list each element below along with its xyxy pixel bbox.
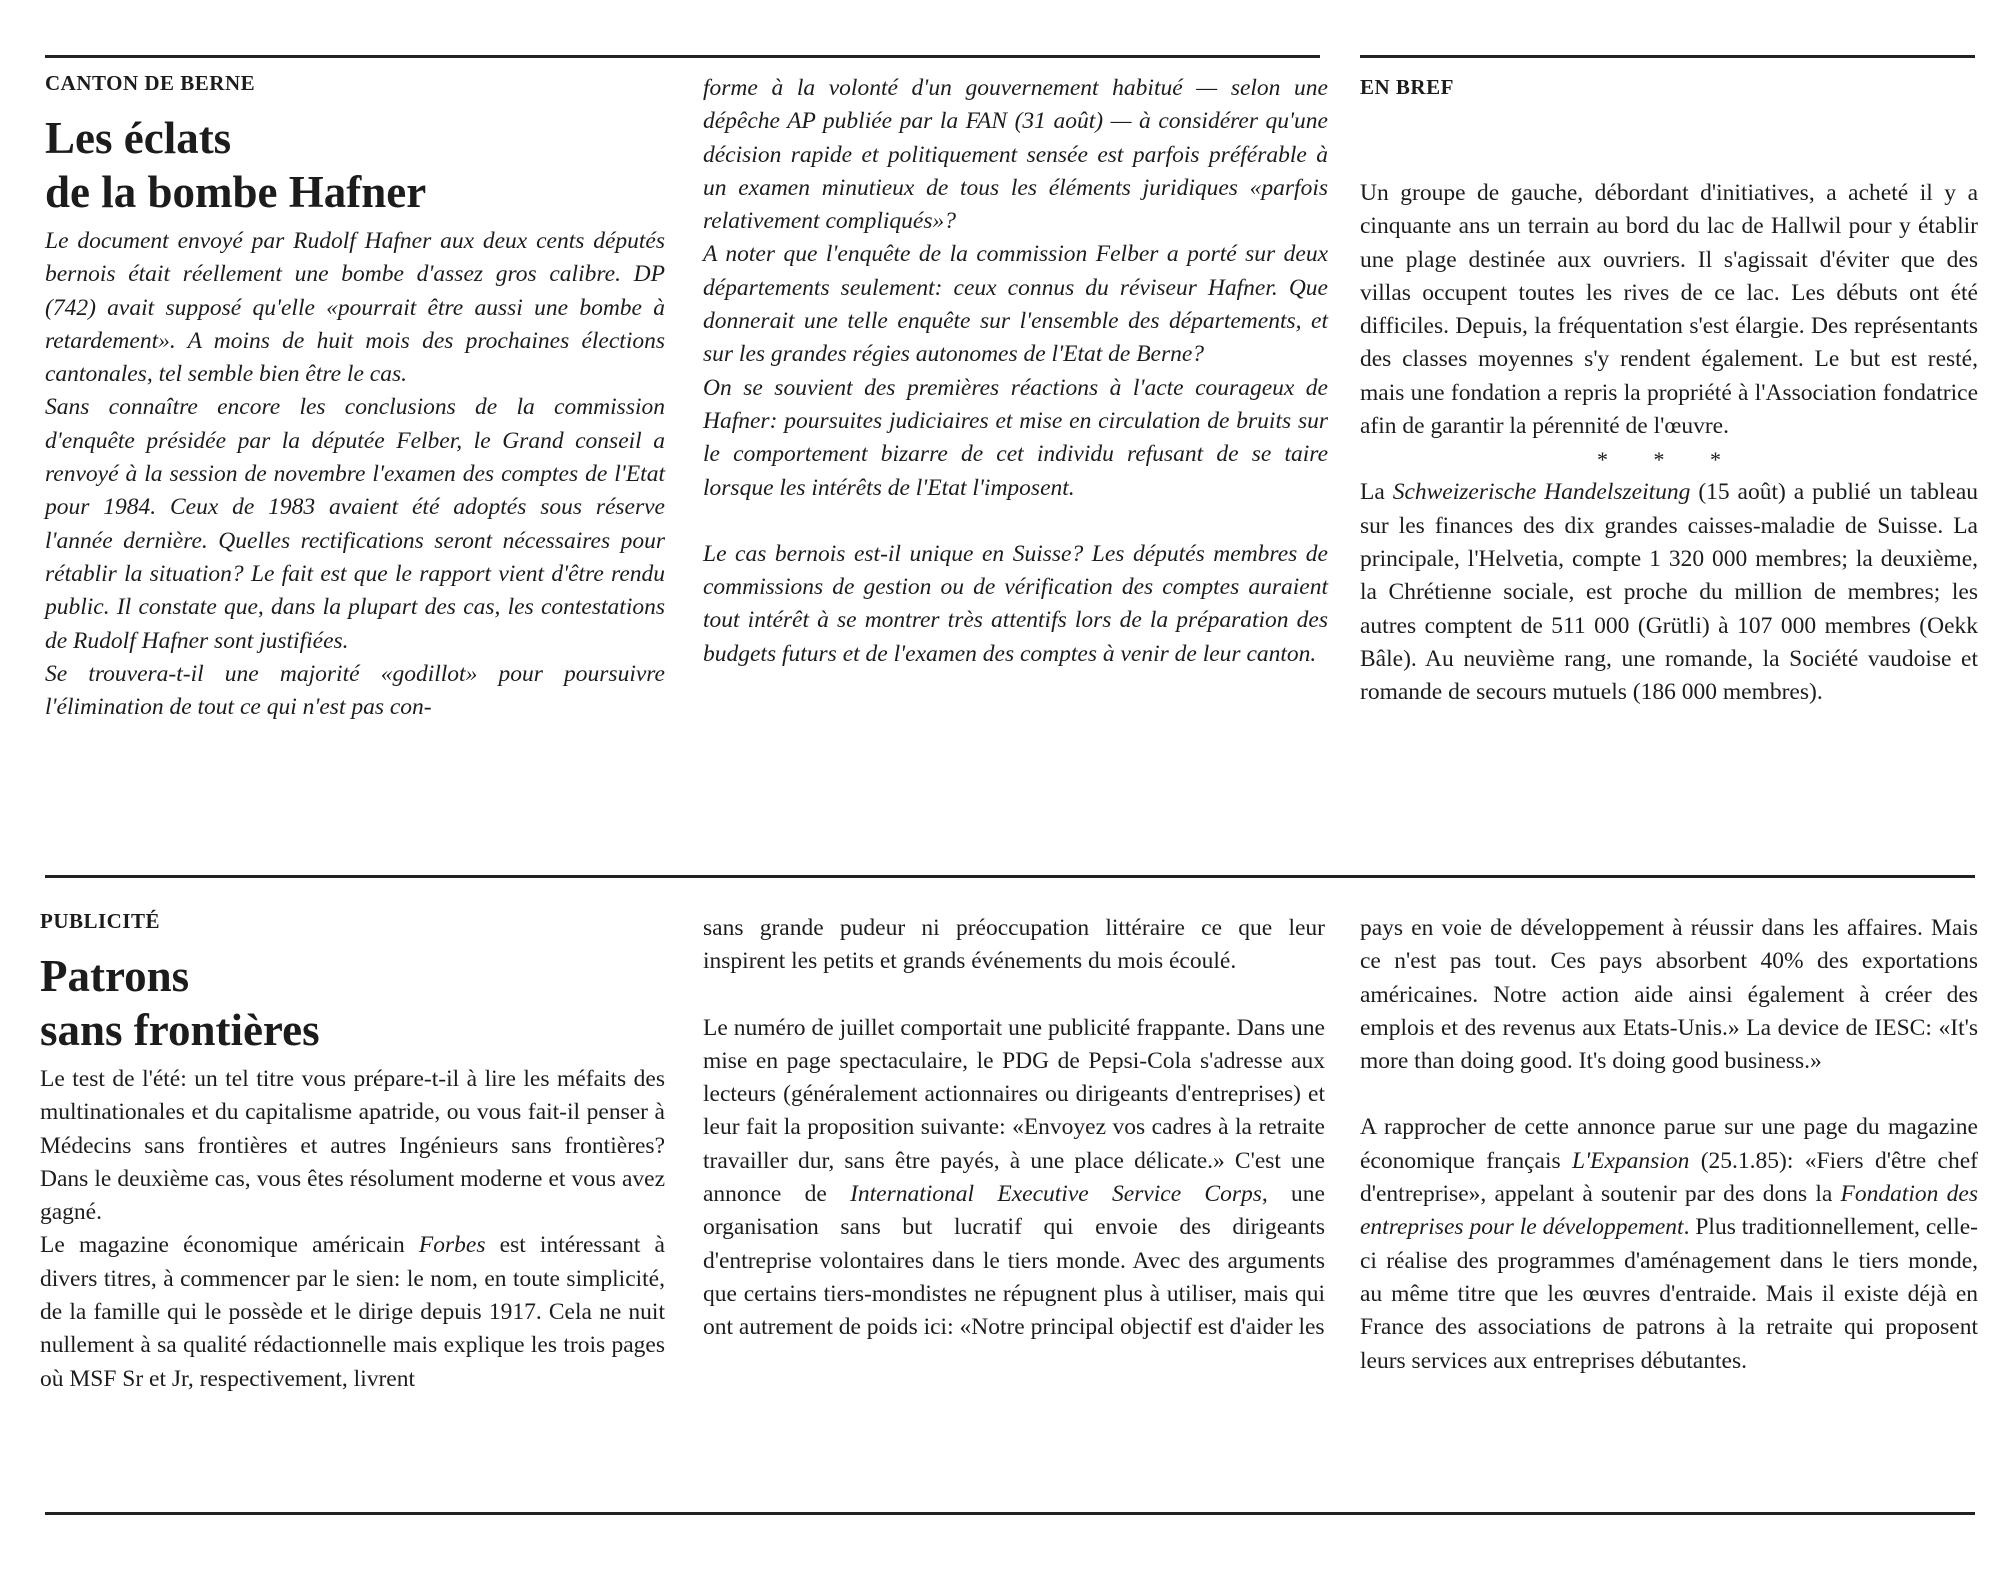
section2-para: Le numéro de juillet comportait une publicité frappante. Dans une mise en page spectaculaire, le PDG de Pepsi-Cola s'adresse aux lecteurs (généralement actionnaires ou dirigeants d'entreprises) et leur fait la proposition suivante: «Envoyez vos cadres à la retraite travailler dur, sans être payés, à une place délicate.» C'est une annonce de International Executive Service Corps, une organisation sans but lucratif qui envoie des dirigeants d'entreprise volontaires dans le tiers monde. Avec des arguments que certains tiers-mondistes ne répugnent plus à utiliser, mais qui ont autrement de poids ici: «Notre principal objectif est d'aider les: [703, 1014, 1325, 1341]
top-rule-left: [45, 55, 1320, 58]
section2-headline-line2: sans frontières: [40, 1005, 320, 1055]
middle-rule: [45, 875, 1975, 878]
section1-kicker: CANTON DE BERNE: [45, 71, 256, 95]
section2-para: Le magazine économique américain Forbes est intéressant à divers titres, à commencer par le sien: le nom, en toute simplicité, de la famille qui le possède et le dirige depuis 1917. Cela ne nuit nullement à sa qualité rédactionnelle mais explique les trois pages où MSF Sr et Jr, respectivement, livrent: [40, 1232, 665, 1392]
section1-col1: [45, 70, 665, 724]
top-rule-right: [1360, 55, 1975, 58]
section1-headline-line1: Les éclats: [45, 113, 232, 163]
section1-headline: [45, 111, 665, 219]
bottom-rule: [45, 1512, 1975, 1515]
section2-headline-line1: Patrons: [40, 951, 190, 1001]
section1-para: Sans connaître encore les conclusions de la commission d'enquête présidée par la députée Felber, le Grand conseil a renvoyé à la session de novembre l'examen des comptes de l'Etat pour 1984. Ceux de 1983 avaient été adoptés sous réserve l'année dernière. Quelles rectifications seront nécessaires pour rétablir la situation? Le fait est que le rapport vient d'être rendu public. Il constate que, dans la plupart des cas, les contestations de Rudolf Hafner sont justifiées.: [45, 394, 665, 654]
section1-para: Se trouvera-t-il une majorité «godillot» pour poursuivre l'élimination de tout ce qui n'est pas con-: [45, 660, 665, 721]
brief-column: [1360, 74, 1978, 709]
section2-para: pays en voie de développement à réussir dans les affaires. Mais ce n'est pas tout. Ces pays absorbent 40% des exportations américaines. Notre action aide ainsi également à créer des emplois et des revenus aux Etats-Unis.» La device de IESC: «It's more than doing good. It's doing good business.»: [1360, 915, 1978, 1075]
section1-para: Le document envoyé par Rudolf Hafner aux deux cents députés bernois était réellement une bombe d'assez gros calibre. DP (742) avait supposé qu'elle «pourrait être aussi une bombe à retardement». A moins de huit mois des prochaines élections cantonales, tel semble bien être le cas.: [45, 228, 665, 388]
section2-para: sans grande pudeur ni préoccupation littéraire ce que leur inspirent les petits et grands événements du mois écoulé.: [703, 915, 1325, 975]
section2-col2: [703, 912, 1325, 1345]
section2-headline: [40, 949, 665, 1057]
section1-headline-line2: de la bombe Hafner: [45, 167, 427, 217]
section2-col1: [40, 908, 665, 1396]
brief-para: Un groupe de gauche, débordant d'initiatives, a acheté il y a cinquante ans un terrain au bord du lac de Hallwil pour y établir une plage destinée aux ouvriers. Il s'agissait d'éviter que des villas occupent toutes les rives de ce lac. Les débuts ont été difficiles. Depuis, la fréquentation s'est élargie. Des représentants des classes moyennes s'y rendent également. Le but est resté, mais une fondation a repris la propriété à l'Association fondatrice afin de garantir la pérennité de l'œuvre.: [1360, 180, 1978, 440]
brief-separator: * * *: [1597, 447, 1741, 473]
section2-para: A rapprocher de cette annonce parue sur une page du magazine économique français L'Expansion (25.1.85): «Fiers d'être chef d'entreprise», appelant à soutenir par des dons la Fondation des entreprises pour le développement. Plus traditionnellement, celle-ci réalise des programmes d'aménagement dans le tiers monde, au même titre que les œuvres d'entraide. Mais il existe déjà en France des associations de patrons à la retraite qui proposent leurs services aux entreprises débutantes.: [1360, 1114, 1978, 1374]
section2-para: Le test de l'été: un tel titre vous prépare-t-il à lire les méfaits des multinationales et du capitalisme apatride, ou vous fait-il penser à Médecins sans frontières et autres Ingénieurs sans frontières? Dans le deuxième cas, vous êtes résolument moderne et vous avez gagné.: [40, 1066, 665, 1226]
brief-para: La Schweizerische Handelszeitung (15 août) a publié un tableau sur les finances des dix grandes caisses-maladie de Suisse. La principale, l'Helvetia, compte 1 320 000 membres; la deuxième, la Chrétienne sociale, est proche du million de membres; les autres comptent de 511 000 (Grütli) à 107 000 membres (Oekk Bâle). Au neuvième rang, une romande, la Société vaudoise et romande de secours mutuels (186 000 membres).: [1360, 479, 1978, 706]
brief-kicker: EN BREF: [1360, 75, 1454, 99]
section1-para: forme à la volonté d'un gouvernement habitué — selon une dépêche AP publiée par la FAN (31 août) — à considérer qu'une décision rapide et politiquement sensée est parfois préférable à un examen minutieux de tous les éléments juridiques «parfois relativement compliqués»?: [703, 75, 1328, 235]
section1-para: On se souvient des premières réactions à l'acte courageux de Hafner: poursuites judiciaires et mise en circulation de bruits sur le comportement bizarre de cet individu refusant de se taire lorsque les intérêts de l'Etat l'imposent.: [703, 374, 1328, 501]
section2-col3: [1360, 912, 1978, 1378]
section1-para: Le cas bernois est-il unique en Suisse? Les députés membres de commissions de gestion ou de vérification des comptes auraient tout intérêt à se montrer très attentifs lors de la préparation des budgets futurs et de l'examen des comptes à venir de leur canton.: [703, 540, 1328, 667]
section2-kicker: PUBLICITÉ: [40, 909, 161, 933]
section1-para: A noter que l'enquête de la commission Felber a porté sur deux départements seulement: ceux connus du réviseur Hafner. Que donnerait une telle enquête sur l'ensemble des départements, et sur les grandes régies autonomes de l'Etat de Berne?: [703, 241, 1328, 368]
section1-col2: [703, 72, 1328, 671]
